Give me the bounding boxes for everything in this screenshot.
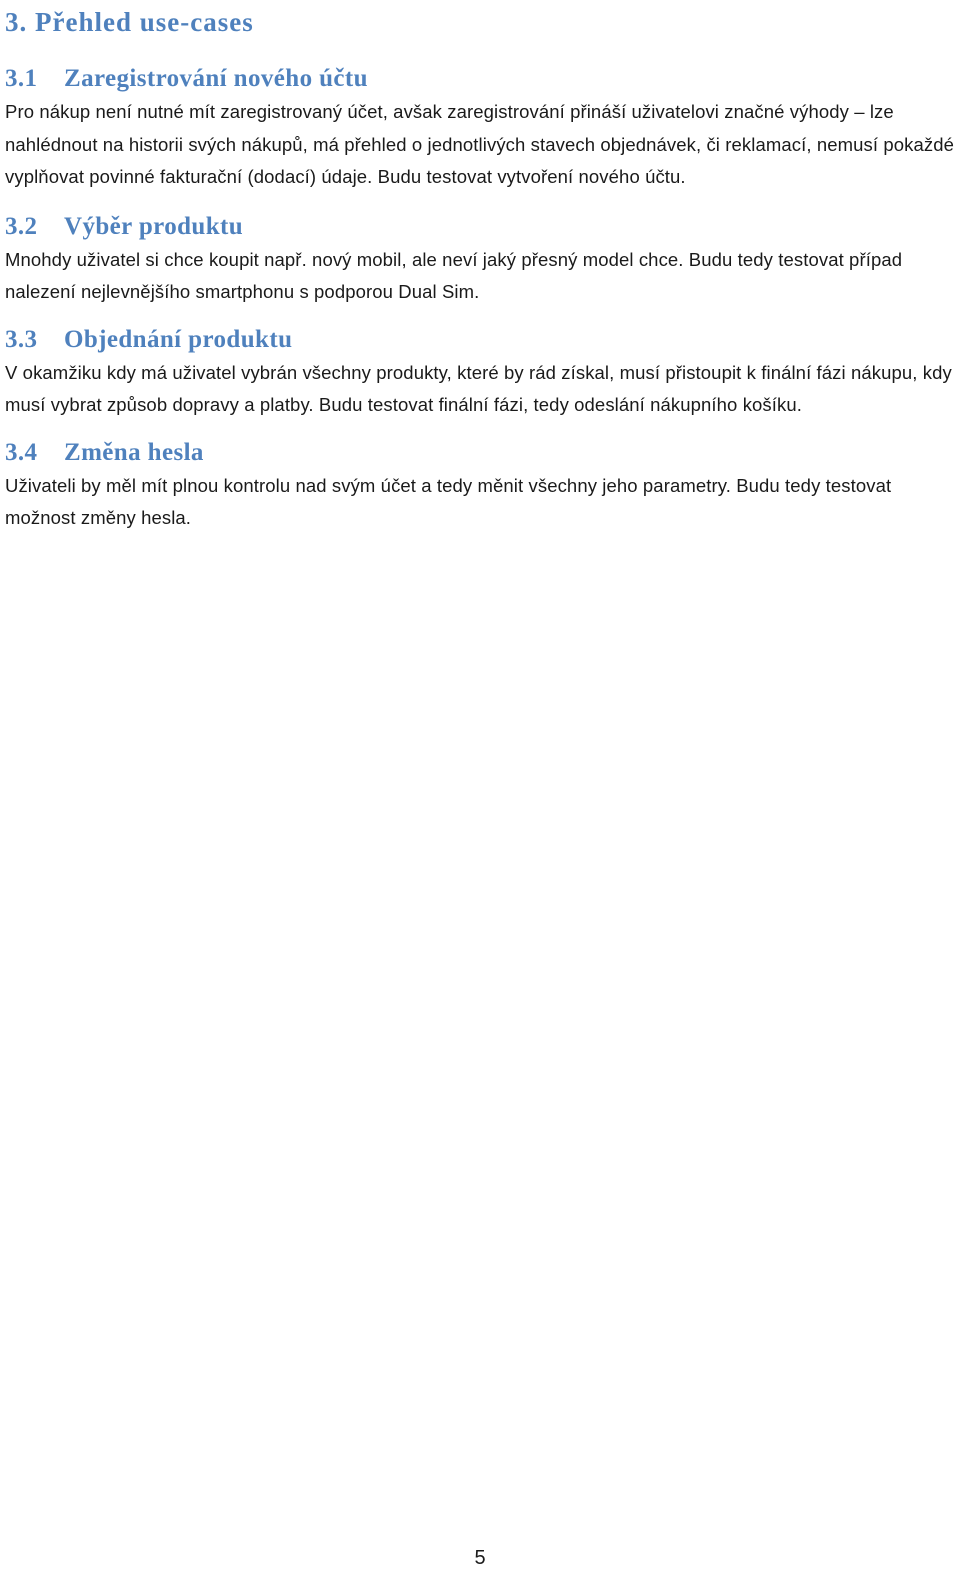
section-title: Objednání produktu bbox=[64, 325, 293, 353]
chapter-number: 3. bbox=[5, 7, 28, 37]
section-title: Změna hesla bbox=[64, 438, 204, 466]
section-registration bbox=[5, 62, 955, 194]
section-password-change bbox=[5, 436, 955, 535]
section-heading bbox=[5, 62, 955, 96]
section-number: 3.2 bbox=[5, 212, 38, 240]
section-paragraph: Mnohdy uživatel si chce koupit např. nový mobil, ale neví jaký přesný model chce. Budu tedy testovat případ nalezení nejlevnějšího smartphonu s podporou Dual Sim. bbox=[5, 248, 903, 302]
section-number: 3.3 bbox=[5, 325, 38, 353]
section-product-selection bbox=[5, 210, 955, 309]
section-heading bbox=[5, 436, 955, 470]
section-heading bbox=[5, 210, 955, 244]
chapter-title: Přehled use-cases bbox=[35, 7, 254, 37]
section-paragraph: V okamžiku kdy má uživatel vybrán všechny produkty, které by rád získal, musí přistoupit k finální fázi nákupu, kdy musí vybrat způsob dopravy a platby. Budu testovat finální fázi, tedy odeslání nákupního košíku. bbox=[5, 361, 952, 415]
section-paragraph: Pro nákup není nutné mít zaregistrovaný účet, avšak zaregistrování přináší uživatelovi značné výhody – lze nahlédnout na historii svých nákupů, má přehled o jednotlivých stavech objednávek, či reklamací, nemusí pokaždé vyplňovat povinné fakturační (dodací) údaje. Budu testovat vytvoření nového účtu. bbox=[5, 101, 954, 187]
section-title: Zaregistrování nového účtu bbox=[64, 65, 368, 92]
page-number: 5 bbox=[474, 1547, 486, 1569]
section-paragraph: Uživateli by měl mít plnou kontrolu nad svým účet a tedy měnit všechny jeho parametry. Budu tedy testovat možnost změny hesla. bbox=[5, 474, 892, 528]
section-heading bbox=[5, 323, 955, 357]
section-number: 3.4 bbox=[5, 438, 38, 466]
section-title: Výběr produktu bbox=[64, 212, 244, 240]
chapter-heading bbox=[5, 4, 955, 40]
section-number: 3.1 bbox=[5, 65, 38, 92]
document-page bbox=[5, 0, 955, 535]
section-order-product bbox=[5, 323, 955, 422]
